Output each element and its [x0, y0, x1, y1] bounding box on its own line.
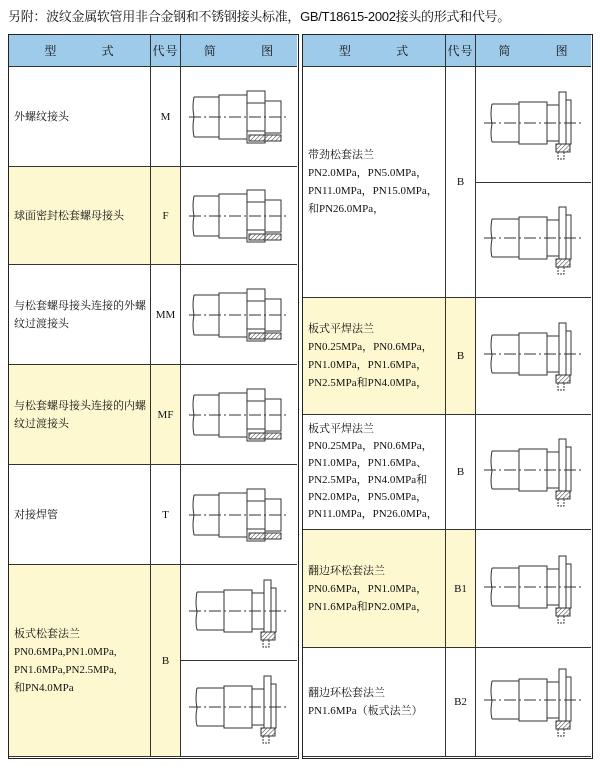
slip-on-plate-flange-diagram	[484, 436, 584, 508]
header-type-label: 型 式	[44, 43, 115, 58]
fitting-name: 外螺纹接头	[14, 110, 69, 123]
fitting-code: B1	[454, 582, 467, 595]
diagram-cell	[476, 183, 591, 298]
header-type-label: 型 式	[338, 43, 410, 58]
left-table	[8, 34, 299, 759]
row-code-cell	[446, 530, 476, 648]
row-type-cell	[9, 67, 151, 167]
pressure-rating: PN1.6MPa,PN2.5MPa,	[14, 663, 117, 676]
fitting-name: 与松套螺母接头连接的外螺纹过渡接头	[14, 299, 146, 330]
row-type-cell	[9, 167, 151, 265]
header-type	[9, 35, 151, 67]
pressure-rating: PN11.0MPa，PN15.0MPa，	[308, 185, 438, 197]
row-type-cell	[9, 465, 151, 565]
row-code-cell	[446, 298, 476, 415]
fitting-code: B	[161, 654, 170, 667]
weld-pipe-diagram	[189, 484, 289, 546]
header-diagram	[181, 35, 297, 67]
fitting-code: F	[162, 209, 169, 222]
fitting-code: B	[456, 466, 465, 478]
row-type-cell	[9, 265, 151, 365]
diagram-cell	[181, 661, 297, 757]
row-type-cell	[303, 530, 446, 648]
header-code	[151, 35, 181, 67]
fitting-code: B	[456, 176, 465, 188]
fitting-name: 带劲松套法兰	[308, 149, 374, 161]
row-type-cell	[303, 298, 446, 415]
female-adapter-diagram	[189, 384, 289, 446]
row-code-cell	[446, 415, 476, 530]
row-code-cell	[446, 67, 476, 298]
diagram-cell	[476, 415, 591, 530]
pressure-rating: PN0.6MPa,PN1.0MPa,	[14, 645, 117, 658]
row-type-cell	[9, 365, 151, 465]
lap-joint-flange-diagram	[484, 553, 584, 625]
fitting-code: B	[456, 350, 465, 362]
diagram-cell	[476, 648, 591, 757]
row-type-cell	[303, 648, 446, 757]
hubbed-loose-flange-diagram	[484, 204, 584, 276]
row-type-cell	[9, 565, 151, 757]
row-type-cell	[303, 67, 446, 298]
fitting-code: T	[162, 508, 169, 521]
fitting-code: B2	[454, 696, 467, 708]
pressure-rating: PN2.0MPa，PN5.0MPa，	[308, 491, 428, 503]
right-table	[302, 34, 593, 759]
pressure-rating: PN1.0MPa，PN1.6MPa，	[308, 359, 428, 371]
header-diagram	[476, 35, 591, 67]
pressure-rating: PN2.0MPa，PN5.0MPa，	[308, 167, 428, 179]
fitting-name: 板式松套法兰	[14, 627, 80, 640]
pressure-rating: PN11.0MPa，PN26.0MPa，	[308, 508, 438, 520]
row-code-cell	[151, 67, 181, 167]
row-type-cell	[303, 415, 446, 530]
header-diagram-label: 简 图	[498, 43, 569, 58]
swivel-nut-fitting-diagram	[189, 185, 289, 247]
lap-joint-flange-diagram	[484, 666, 584, 738]
diagram-cell	[181, 465, 297, 565]
row-code-cell	[151, 465, 181, 565]
fitting-name: 板式平焊法兰	[308, 323, 374, 335]
header-diagram-label: 简 图	[203, 43, 275, 58]
diagram-cell	[181, 565, 297, 661]
slip-on-plate-flange-diagram	[484, 320, 584, 392]
diagram-cell	[476, 67, 591, 183]
fitting-name: 翻边环松套法兰	[308, 564, 385, 577]
row-code-cell	[151, 167, 181, 265]
pressure-rating: PN2.5MPa，PN4.0MPa和	[308, 474, 428, 486]
pressure-rating: PN1.0MPa，PN1.6MPa、	[308, 457, 428, 469]
pressure-rating: PN0.25MPa，PN0.6MPa，	[308, 440, 433, 452]
fitting-code: MF	[157, 408, 174, 421]
male-adapter-diagram	[189, 284, 289, 346]
loose-plate-flange-diagram	[189, 673, 289, 745]
row-code-cell	[151, 265, 181, 365]
loose-plate-flange-diagram	[189, 577, 289, 649]
fitting-name: 翻边环松套法兰	[308, 687, 385, 699]
page-title: 另附：波纹金属软管用非合金钢和不锈钢接头标准，GB/T18615-2002接头的形式和代号。	[8, 9, 510, 24]
diagram-cell	[181, 265, 297, 365]
male-thread-fitting-diagram	[189, 86, 289, 148]
pressure-rating: PN2.5MPa和PN4.0MPa，	[308, 377, 428, 389]
row-code-cell	[151, 365, 181, 465]
header-code	[446, 35, 476, 67]
diagram-cell	[181, 67, 297, 167]
pressure-rating: PN0.25MPa，PN0.6MPa，	[308, 341, 433, 353]
fitting-name: 板式平焊法兰	[308, 423, 374, 435]
pressure-rating: PN0.6MPa，PN1.0MPa，	[308, 582, 428, 595]
header-code-label: 代号	[152, 43, 179, 58]
header-code-label: 代号	[447, 43, 474, 58]
diagram-cell	[476, 298, 591, 415]
pressure-rating: 和PN4.0MPa	[14, 681, 74, 694]
fitting-name: 球面密封松套螺母接头	[14, 209, 124, 222]
fitting-code: MM	[155, 308, 176, 321]
diagram-cell	[181, 167, 297, 265]
fitting-name: 对接焊管	[14, 508, 58, 521]
fitting-name: 与松套螺母接头连接的内螺纹过渡接头	[14, 399, 146, 430]
fitting-code: M	[160, 110, 171, 123]
hubbed-loose-flange-diagram	[484, 89, 584, 161]
header-type	[303, 35, 446, 67]
diagram-cell	[181, 365, 297, 465]
diagram-cell	[476, 530, 591, 648]
row-code-cell	[446, 648, 476, 757]
pressure-rating: PN1.6MPa和PN2.0MPa，	[308, 600, 428, 613]
pressure-rating: 和PN26.0MPa，	[308, 203, 385, 215]
row-code-cell	[151, 565, 181, 757]
pressure-rating: PN1.6MPa（板式法兰）	[308, 705, 423, 717]
